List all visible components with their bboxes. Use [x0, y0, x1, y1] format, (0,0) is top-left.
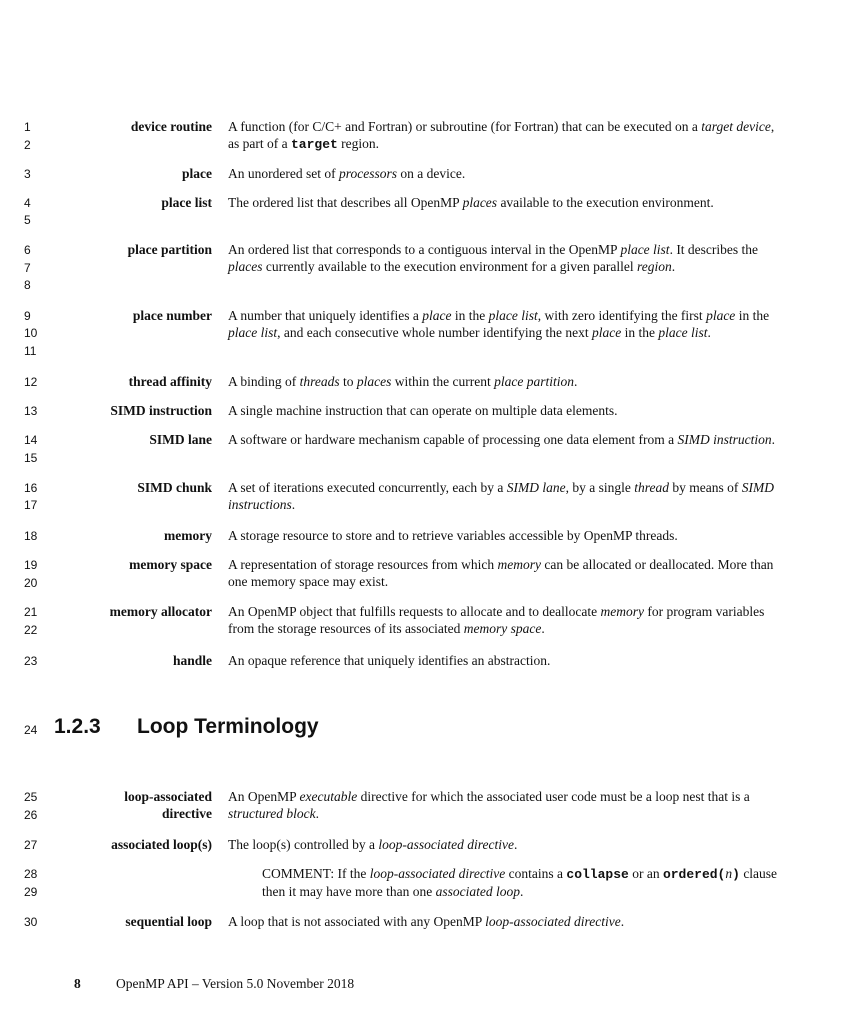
line-number: 14 [24, 433, 38, 447]
line-number: 22 [24, 623, 38, 637]
line-number: 23 [24, 654, 38, 668]
line-number: 8 [24, 278, 31, 292]
term-device-routine: device routine [130, 119, 212, 134]
line-number: 20 [24, 576, 38, 590]
term-place-list: place list [161, 195, 212, 210]
line-number: 15 [24, 451, 38, 465]
def-place-number: A number that uniquely identifies a place in the place list, with zero identifying the first place in the place list, and each consecutive whole number identifying the next place in the place list. [228, 308, 770, 340]
comment-associated-loops: COMMENT: If the loop-associated directive contains a collapse or an ordered(n) clause then it may have more than one associated loop. [262, 866, 778, 899]
line-number: 13 [24, 404, 38, 418]
def-memory: A storage resource to store and to retrieve variables accessible by OpenMP threads. [228, 528, 678, 543]
line-number: 28 [24, 867, 38, 881]
term-simd-lane: SIMD lane [149, 432, 212, 447]
line-number: 12 [24, 375, 38, 389]
section-heading [54, 714, 319, 740]
line-number: 6 [24, 243, 31, 257]
line-number: 4 [24, 196, 31, 210]
term-memory-allocator: memory allocator [109, 604, 212, 619]
def-device-routine: A function (for C/C+ and Fortran) or subroutine (for Fortran) that can be executed on a target device, as part of a target region. [228, 119, 775, 152]
line-number: 3 [24, 167, 31, 181]
footer-page-number: 8 [74, 976, 81, 991]
term-place-partition: place partition [127, 242, 212, 257]
line-number: 30 [24, 915, 38, 929]
term-memory-space: memory space [129, 557, 212, 572]
def-handle: An opaque reference that uniquely identifies an abstraction. [228, 653, 551, 668]
line-number: 9 [24, 309, 31, 323]
line-number: 27 [24, 838, 38, 852]
def-place-list: The ordered list that describes all OpenMP places available to the execution environment. [228, 195, 714, 210]
term-loop-associated-directive: loop-associated directive [124, 789, 212, 821]
term-memory: memory [164, 528, 212, 543]
line-number: 10 [24, 326, 38, 340]
def-loop-associated-directive: An OpenMP executable directive for which the associated user code must be a loop nest that is a structured block. [228, 789, 750, 821]
line-number: 5 [24, 213, 31, 227]
line-number: 18 [24, 529, 38, 543]
term-place: place [182, 166, 212, 181]
def-associated-loops: The loop(s) controlled by a loop-associated directive. [228, 837, 518, 852]
term-simd-chunk: SIMD chunk [137, 480, 212, 495]
line-number: 17 [24, 498, 38, 512]
term-handle: handle [172, 653, 212, 668]
line-number: 16 [24, 481, 38, 495]
term-place-number: place number [132, 308, 212, 323]
page-footer [74, 975, 354, 992]
term-simd-instruction: SIMD instruction [110, 403, 212, 418]
def-place: An unordered set of processors on a device. [228, 166, 466, 181]
line-number: 19 [24, 558, 38, 572]
def-place-partition: An ordered list that corresponds to a contiguous interval in the OpenMP place list. It describes the places currently available to the execution environment for a given parallel region. [228, 242, 759, 274]
def-simd-lane: A software or hardware mechanism capable of processing one data element from a SIMD instruction. [228, 432, 775, 447]
line-number: 26 [24, 808, 38, 822]
def-simd-instruction: A single machine instruction that can operate on multiple data elements. [228, 403, 618, 418]
term-sequential-loop: sequential loop [125, 914, 212, 929]
section-title: Loop Terminology [137, 715, 319, 738]
line-number: 1 [24, 120, 31, 134]
term-associated-loops: associated loop(s) [111, 837, 212, 852]
def-simd-chunk: A set of iterations executed concurrently, each by a SIMD lane, by a single thread by means of SIMD instructions. [228, 480, 774, 512]
line-number: 2 [24, 138, 31, 152]
def-memory-space: A representation of storage resources from which memory can be allocated or deallocated. More than one memory space may exist. [228, 557, 774, 589]
def-sequential-loop: A loop that is not associated with any OpenMP loop-associated directive. [228, 914, 625, 929]
line-number: 29 [24, 885, 38, 899]
line-number: 7 [24, 261, 31, 275]
def-memory-allocator: An OpenMP object that fulfills requests to allocate and to deallocate memory for program variables from the storage resources of its associated memory space. [228, 604, 765, 636]
line-number: 24 [24, 723, 38, 737]
term-thread-affinity: thread affinity [128, 374, 212, 389]
line-number: 21 [24, 605, 38, 619]
line-number: 25 [24, 790, 38, 804]
line-number: 11 [24, 344, 37, 358]
footer-text: OpenMP API – Version 5.0 November 2018 [116, 976, 355, 991]
def-thread-affinity: A binding of threads to places within the current place partition. [228, 374, 578, 389]
section-number: 1.2.3 [54, 715, 101, 738]
